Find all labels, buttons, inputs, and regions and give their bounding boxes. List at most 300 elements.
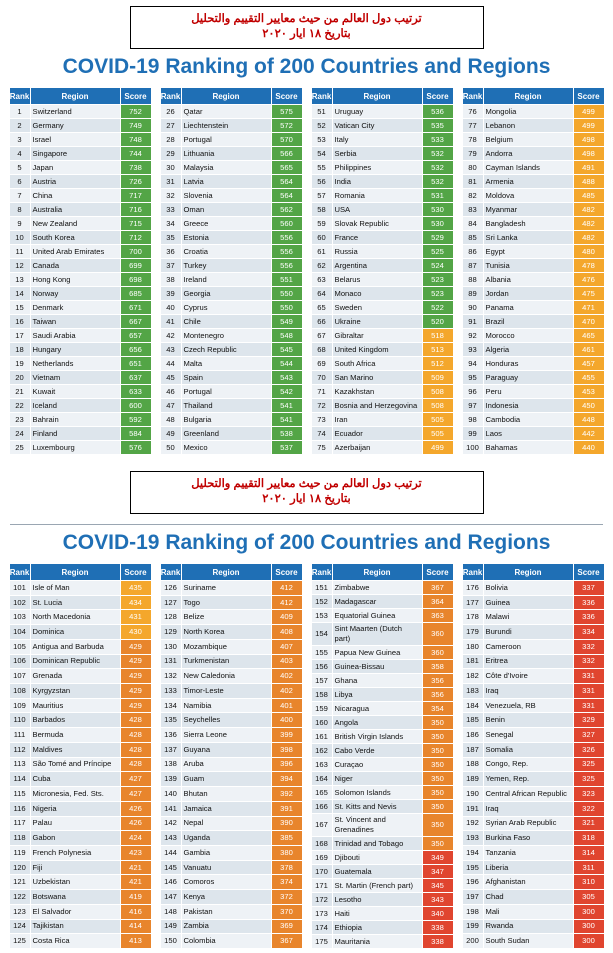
- cell-rank: 12: [9, 259, 30, 273]
- cell-region: Greenland: [181, 427, 271, 441]
- cell-score: 428: [120, 713, 151, 728]
- cell-rank: 135: [160, 713, 181, 728]
- table-row: [9, 669, 151, 684]
- table-row: [160, 669, 302, 684]
- cell-rank: 176: [462, 581, 483, 596]
- cell-score: 482: [573, 217, 604, 231]
- cell-region: Syrian Arab Republic: [483, 816, 573, 831]
- table-row: [462, 860, 604, 875]
- table-row: [462, 713, 604, 728]
- cell-region: Jamaica: [181, 801, 271, 816]
- cell-rank: 28: [160, 133, 181, 147]
- cell-rank: 6: [9, 175, 30, 189]
- cell-score: 448: [573, 413, 604, 427]
- cell-region: Switzerland: [30, 105, 120, 119]
- cell-rank: 175: [311, 935, 332, 949]
- cell-region: Nicaragua: [332, 702, 422, 716]
- cell-rank: 161: [311, 730, 332, 744]
- cell-region: Germany: [30, 119, 120, 133]
- cell-region: Burkina Faso: [483, 831, 573, 846]
- table-row: [160, 890, 302, 905]
- cell-score: 541: [271, 399, 302, 413]
- cell-region: Hong Kong: [30, 273, 120, 287]
- cell-score: 698: [120, 273, 151, 287]
- cell-score: 461: [573, 343, 604, 357]
- cell-score: 391: [271, 801, 302, 816]
- table-row: [462, 413, 604, 427]
- table-row: [462, 427, 604, 441]
- table-row: [462, 742, 604, 757]
- cell-region: Togo: [181, 595, 271, 610]
- cell-score: 505: [422, 413, 453, 427]
- cell-rank: 22: [9, 399, 30, 413]
- cell-region: Bolivia: [483, 581, 573, 596]
- cell-rank: 196: [462, 875, 483, 890]
- cell-rank: 38: [160, 273, 181, 287]
- cell-score: 421: [120, 860, 151, 875]
- cell-score: 522: [422, 301, 453, 315]
- cell-region: Spain: [181, 371, 271, 385]
- table-row: [462, 189, 604, 203]
- table-header-row: [9, 564, 151, 581]
- cell-region: Russia: [332, 245, 422, 259]
- cell-score: 428: [120, 742, 151, 757]
- cell-score: 572: [271, 119, 302, 133]
- cell-region: Algeria: [483, 343, 573, 357]
- cell-rank: 31: [160, 175, 181, 189]
- cell-score: 331: [573, 669, 604, 684]
- cell-region: Ecuador: [332, 427, 422, 441]
- cell-score: 392: [271, 787, 302, 802]
- cell-score: 428: [120, 757, 151, 772]
- cell-region: Argentina: [332, 259, 422, 273]
- cell-score: 347: [422, 865, 453, 879]
- table-row: [9, 581, 151, 596]
- cell-rank: 134: [160, 698, 181, 713]
- cell-score: 584: [120, 427, 151, 441]
- table-row: [311, 287, 453, 301]
- cell-region: Ukraine: [332, 315, 422, 329]
- table-row: [462, 669, 604, 684]
- cell-rank: 7: [9, 189, 30, 203]
- cell-rank: 112: [9, 742, 30, 757]
- cell-rank: 100: [462, 441, 483, 455]
- cell-region: Ireland: [181, 273, 271, 287]
- cell-rank: 35: [160, 231, 181, 245]
- cell-rank: 60: [311, 231, 332, 245]
- table-row: [311, 105, 453, 119]
- cell-rank: 58: [311, 203, 332, 217]
- cell-region: Papua New Guinea: [332, 646, 422, 660]
- cell-rank: 174: [311, 921, 332, 935]
- cell-score: 699: [120, 259, 151, 273]
- arabic-header-top: [130, 6, 484, 49]
- cell-rank: 79: [462, 147, 483, 161]
- cell-rank: 113: [9, 757, 30, 772]
- cell-score: 470: [573, 315, 604, 329]
- cell-score: 442: [573, 427, 604, 441]
- cell-score: 429: [120, 684, 151, 699]
- cell-score: 305: [573, 890, 604, 905]
- cell-region: Mongolia: [483, 105, 573, 119]
- cell-region: Zimbabwe: [332, 581, 422, 595]
- cell-score: 380: [271, 845, 302, 860]
- cell-region: Greece: [181, 217, 271, 231]
- cell-score: 576: [120, 441, 151, 455]
- cell-score: 429: [120, 639, 151, 654]
- cell-score: 520: [422, 315, 453, 329]
- table-row: [462, 610, 604, 625]
- table-row: [9, 684, 151, 699]
- cell-score: 637: [120, 371, 151, 385]
- cell-score: 748: [120, 133, 151, 147]
- table-row: [462, 845, 604, 860]
- cell-region: Montenegro: [181, 329, 271, 343]
- table-header-row: [311, 88, 453, 105]
- cell-score: 505: [422, 427, 453, 441]
- cell-region: Niger: [332, 772, 422, 786]
- cell-region: Costa Rica: [30, 934, 120, 949]
- cell-region: Mozambique: [181, 639, 271, 654]
- cell-score: 455: [573, 371, 604, 385]
- table-row: [9, 713, 151, 728]
- cell-region: Maldives: [30, 742, 120, 757]
- cell-rank: 147: [160, 890, 181, 905]
- cell-score: 523: [422, 273, 453, 287]
- cell-score: 385: [271, 831, 302, 846]
- cell-score: 326: [573, 742, 604, 757]
- cell-score: 498: [573, 147, 604, 161]
- table-row: [160, 301, 302, 315]
- cell-rank: 172: [311, 893, 332, 907]
- cell-score: 530: [422, 217, 453, 231]
- ranking-table: [311, 87, 454, 455]
- table-row: [9, 315, 151, 329]
- cell-rank: 20: [9, 371, 30, 385]
- cell-rank: 177: [462, 595, 483, 610]
- arabic-header-mid-line2: بتاريخ ١٨ ايار ٢٠٢٠: [262, 493, 351, 505]
- cell-score: 712: [120, 231, 151, 245]
- cell-rank: 11: [9, 245, 30, 259]
- cell-region: Gabon: [30, 831, 120, 846]
- cell-score: 560: [271, 217, 302, 231]
- table-row: [160, 595, 302, 610]
- cell-rank: 78: [462, 133, 483, 147]
- cell-region: Tanzania: [483, 845, 573, 860]
- cell-rank: 144: [160, 845, 181, 860]
- cell-score: 550: [271, 287, 302, 301]
- cell-score: 530: [422, 203, 453, 217]
- cell-score: 367: [271, 934, 302, 949]
- cell-rank: 64: [311, 287, 332, 301]
- cell-score: 548: [271, 329, 302, 343]
- cell-score: 334: [573, 625, 604, 640]
- cell-score: 416: [120, 904, 151, 919]
- table-header-row: [9, 88, 151, 105]
- table-row: [311, 907, 453, 921]
- cell-rank: 111: [9, 728, 30, 743]
- cell-region: Luxembourg: [30, 441, 120, 455]
- cell-score: 314: [573, 845, 604, 860]
- cell-region: Haiti: [332, 907, 422, 921]
- cell-score: 350: [422, 716, 453, 730]
- cell-score: 310: [573, 875, 604, 890]
- cell-score: 367: [422, 581, 453, 595]
- cell-rank: 21: [9, 385, 30, 399]
- cell-rank: 29: [160, 147, 181, 161]
- table-row: [160, 816, 302, 831]
- table-row: [9, 105, 151, 119]
- cell-rank: 193: [462, 831, 483, 846]
- table-row: [311, 385, 453, 399]
- table-row: [9, 287, 151, 301]
- cell-score: 531: [422, 189, 453, 203]
- cell-region: Côte d'Ivoire: [483, 669, 573, 684]
- cell-score: 471: [573, 301, 604, 315]
- cell-rank: 45: [160, 371, 181, 385]
- cell-rank: 142: [160, 816, 181, 831]
- table-row: [311, 865, 453, 879]
- cell-score: 435: [120, 581, 151, 596]
- table-row: [160, 684, 302, 699]
- cell-score: 372: [271, 890, 302, 905]
- cell-region: Madagascar: [332, 595, 422, 609]
- cell-score: 431: [120, 610, 151, 625]
- cell-rank: 83: [462, 203, 483, 217]
- cell-score: 358: [422, 660, 453, 674]
- cell-rank: 65: [311, 301, 332, 315]
- table-row: [311, 837, 453, 851]
- cell-rank: 121: [9, 875, 30, 890]
- table-row: [462, 203, 604, 217]
- cell-region: Uzbekistan: [30, 875, 120, 890]
- cell-region: Armenia: [483, 175, 573, 189]
- cell-score: 556: [271, 245, 302, 259]
- cell-score: 369: [271, 919, 302, 934]
- table-row: [462, 639, 604, 654]
- table-row: [9, 357, 151, 371]
- table-row: [311, 259, 453, 273]
- cell-region: Guinea: [483, 595, 573, 610]
- table-row: [9, 890, 151, 905]
- cell-score: 542: [271, 385, 302, 399]
- cell-score: 414: [120, 919, 151, 934]
- cell-region: Isle of Man: [30, 581, 120, 596]
- table-row: [462, 831, 604, 846]
- table-row: [9, 639, 151, 654]
- cell-score: 398: [271, 742, 302, 757]
- cell-region: São Tomé and Príncipe: [30, 757, 120, 772]
- cell-region: St. Vincent and Grenadines: [332, 814, 422, 837]
- cell-region: Solomon Islands: [332, 786, 422, 800]
- cell-region: Dominica: [30, 625, 120, 640]
- table-row: [9, 259, 151, 273]
- cell-score: 430: [120, 625, 151, 640]
- cell-region: New Caledonia: [181, 669, 271, 684]
- table-row: [160, 329, 302, 343]
- cell-region: San Marino: [332, 371, 422, 385]
- cell-region: Albania: [483, 273, 573, 287]
- cell-score: 321: [573, 816, 604, 831]
- table-row: [9, 610, 151, 625]
- cell-score: 656: [120, 343, 151, 357]
- cell-region: China: [30, 189, 120, 203]
- table-row: [462, 441, 604, 455]
- table-row: [9, 427, 151, 441]
- cell-rank: 32: [160, 189, 181, 203]
- column-header-region: Region: [181, 564, 271, 581]
- cell-rank: 44: [160, 357, 181, 371]
- cell-region: Austria: [30, 175, 120, 189]
- cell-region: Liechtenstein: [181, 119, 271, 133]
- cell-region: Jordan: [483, 287, 573, 301]
- cell-rank: 52: [311, 119, 332, 133]
- cell-score: 749: [120, 119, 151, 133]
- cell-region: Ethiopia: [332, 921, 422, 935]
- cell-score: 350: [422, 814, 453, 837]
- cell-region: Iraq: [483, 684, 573, 699]
- table-row: [462, 595, 604, 610]
- table-row: [160, 787, 302, 802]
- cell-rank: 87: [462, 259, 483, 273]
- cell-region: Cayman Islands: [483, 161, 573, 175]
- table-row: [462, 175, 604, 189]
- cell-score: 565: [271, 161, 302, 175]
- table-row: [160, 639, 302, 654]
- cell-score: 545: [271, 343, 302, 357]
- cell-rank: 43: [160, 343, 181, 357]
- cell-score: 499: [422, 441, 453, 455]
- table-row: [160, 245, 302, 259]
- cell-score: 336: [573, 610, 604, 625]
- cell-rank: 88: [462, 273, 483, 287]
- table-row: [160, 133, 302, 147]
- column-header-score: Score: [120, 564, 151, 581]
- cell-rank: 41: [160, 315, 181, 329]
- cell-region: Uganda: [181, 831, 271, 846]
- cell-rank: 167: [311, 814, 332, 837]
- table-row: [160, 801, 302, 816]
- cell-region: Bhutan: [181, 787, 271, 802]
- cell-score: 523: [422, 287, 453, 301]
- cell-score: 633: [120, 385, 151, 399]
- cell-rank: 48: [160, 413, 181, 427]
- cell-rank: 157: [311, 674, 332, 688]
- cell-score: 544: [271, 357, 302, 371]
- cell-region: St. Lucia: [30, 595, 120, 610]
- cell-region: Bahamas: [483, 441, 573, 455]
- cell-score: 423: [120, 845, 151, 860]
- cell-rank: 26: [160, 105, 181, 119]
- cell-rank: 98: [462, 413, 483, 427]
- cell-rank: 84: [462, 217, 483, 231]
- cell-region: South Korea: [30, 231, 120, 245]
- cell-rank: 131: [160, 654, 181, 669]
- cell-rank: 42: [160, 329, 181, 343]
- table-row: [311, 744, 453, 758]
- cell-rank: 151: [311, 581, 332, 595]
- table-row: [160, 413, 302, 427]
- cell-score: 399: [271, 728, 302, 743]
- cell-score: 717: [120, 189, 151, 203]
- cell-region: Malta: [181, 357, 271, 371]
- column-header-region: Region: [332, 564, 422, 581]
- cell-score: 350: [422, 800, 453, 814]
- table-row: [311, 399, 453, 413]
- cell-region: Dominican Republic: [30, 654, 120, 669]
- table-row: [462, 399, 604, 413]
- table-row: [9, 801, 151, 816]
- cell-region: Vatican City: [332, 119, 422, 133]
- cell-score: 562: [271, 203, 302, 217]
- cell-score: 532: [422, 161, 453, 175]
- cell-score: 575: [271, 105, 302, 119]
- cell-region: St. Martin (French part): [332, 879, 422, 893]
- table-row: [462, 654, 604, 669]
- column-header-score: Score: [271, 88, 302, 105]
- cell-rank: 4: [9, 147, 30, 161]
- cell-region: Grenada: [30, 669, 120, 684]
- cell-region: North Korea: [181, 625, 271, 640]
- cell-score: 541: [271, 413, 302, 427]
- cell-region: Uruguay: [332, 105, 422, 119]
- cell-region: Guinea-Bissau: [332, 660, 422, 674]
- cell-region: Saudi Arabia: [30, 329, 120, 343]
- table-row: [311, 702, 453, 716]
- cell-region: Venezuela, RB: [483, 698, 573, 713]
- cell-region: Cyprus: [181, 301, 271, 315]
- column-header-rank: Rank: [9, 564, 30, 581]
- cell-rank: 33: [160, 203, 181, 217]
- cell-rank: 136: [160, 728, 181, 743]
- cell-rank: 14: [9, 287, 30, 301]
- cell-region: Gambia: [181, 845, 271, 860]
- cell-rank: 75: [311, 441, 332, 455]
- cell-score: 331: [573, 684, 604, 699]
- cell-region: Congo, Rep.: [483, 757, 573, 772]
- cell-region: Finland: [30, 427, 120, 441]
- ranking-table: [462, 87, 605, 455]
- cell-rank: 184: [462, 698, 483, 713]
- cell-region: British Virgin Islands: [332, 730, 422, 744]
- cell-rank: 189: [462, 772, 483, 787]
- table-header-row: [462, 88, 604, 105]
- cell-region: France: [332, 231, 422, 245]
- cell-region: Israel: [30, 133, 120, 147]
- cell-rank: 115: [9, 787, 30, 802]
- cell-score: 429: [120, 654, 151, 669]
- cell-score: 350: [422, 786, 453, 800]
- table-row: [9, 934, 151, 949]
- table-row: [462, 133, 604, 147]
- cell-score: 485: [573, 189, 604, 203]
- cell-rank: 61: [311, 245, 332, 259]
- table-row: [9, 231, 151, 245]
- column-header-region: Region: [483, 88, 573, 105]
- table-row: [160, 654, 302, 669]
- cell-region: Bahrain: [30, 413, 120, 427]
- table-row: [462, 787, 604, 802]
- table-row: [9, 119, 151, 133]
- cell-score: 350: [422, 772, 453, 786]
- cell-region: Guyana: [181, 742, 271, 757]
- cell-rank: 68: [311, 343, 332, 357]
- table-row: [462, 217, 604, 231]
- cell-region: Netherlands: [30, 357, 120, 371]
- cell-rank: 73: [311, 413, 332, 427]
- table-row: [9, 816, 151, 831]
- cell-rank: 199: [462, 919, 483, 934]
